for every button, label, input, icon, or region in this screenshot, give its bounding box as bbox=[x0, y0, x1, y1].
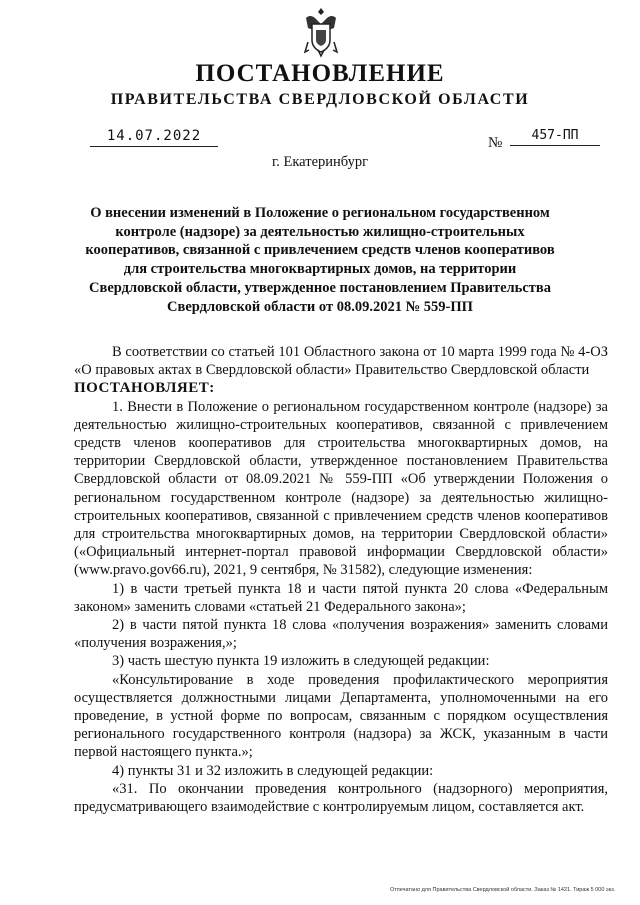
intro-paragraph: В соответствии со статьей 101 Областного закона от 10 марта 1999 года № 4-ОЗ «О правовых актах в Свердловской области» Правительство Свердловской области bbox=[74, 344, 608, 379]
document-body bbox=[74, 343, 608, 816]
number-sign: № bbox=[488, 135, 503, 151]
document-date: 14.07.2022 bbox=[90, 128, 218, 147]
paragraph-1: 1. Внести в Положение о региональном государственном контроле (надзоре) за деятельностью жилищно-строительных кооперативов, связанной с привлечением средств членов кооперативов для строительства многоквартирных домов, на территории Свердловской области, утвержденное постановлением Правительства Свердловской области от 08.09.2021 № 559-ПП «Об утверждении Положения о региональном государственном контроле (надзоре) за деятельностью жилищно-строительных кооперативов, связанной с привлечением средств членов кооперативов для строительства многоквартирных домов, на территории Свердловской области» («Официальный интернет-портал правовой информации Свердловской области» (www.pravo.gov66.ru), 2021, 9 сентября, № 31582), следующие изменения: bbox=[74, 398, 608, 579]
print-footer: Отпечатано для Правительства Свердловской области. Заказ № 1421. Тираж 5 000 экз. bbox=[390, 887, 616, 893]
paragraph-1-4: 4) пункты 31 и 32 изложить в следующей редакции: bbox=[112, 762, 434, 779]
city: г. Екатеринбург bbox=[271, 154, 369, 170]
paragraph-1-4-quote: «31. По окончании проведения контрольного (надзорного) мероприятия, предусматривающего взаимодействие с контролируемым лицом, составляется акт. bbox=[74, 780, 608, 816]
paragraph-1-3: 3) часть шестую пункта 19 изложить в следующей редакции: bbox=[112, 653, 490, 670]
paragraph-1-2: 2) в части пятой пункта 18 слова «получения возражения» заменить словами «получения возражения,»; bbox=[74, 617, 608, 652]
decree-word: ПОСТАНОВЛЯЕТ: bbox=[74, 380, 215, 397]
coat-of-arms-icon bbox=[302, 6, 340, 58]
paragraph-1-1: 1) в части третьей пункта 18 и части пятой пункта 20 слова «Федеральным законом» заменить словами «статьей 21 Федерального закона»; bbox=[74, 580, 608, 615]
document-heading: О внесении изменений в Положение о региональном государственном контроле (надзоре) за деятельностью жилищно-строительных кооперативов, связанной с привлечением средств членов кооперативов для строительства многоквартирных домов, на территории Свердловской области, утвержденное постановлением Правительства Свердловской области от 08.09.2021 № 559-ПП bbox=[85, 205, 555, 315]
document-number: 457-ПП bbox=[510, 128, 600, 146]
issuer-subtitle: ПРАВИТЕЛЬСТВА СВЕРДЛОВСКОЙ ОБЛАСТИ bbox=[110, 91, 530, 108]
document-type-title: ПОСТАНОВЛЕНИЕ bbox=[195, 60, 445, 87]
paragraph-1-3-quote: «Консультирование в ходе проведения профилактического мероприятия осуществляется должностными лицами Департамента, уполномоченными на его проведение, в устной форме по вопросам, связанным с порядком осуществления регионального государственного контроля (надзора) за ЖСК, указанным в части первой настоящего пункта.»; bbox=[74, 671, 608, 761]
